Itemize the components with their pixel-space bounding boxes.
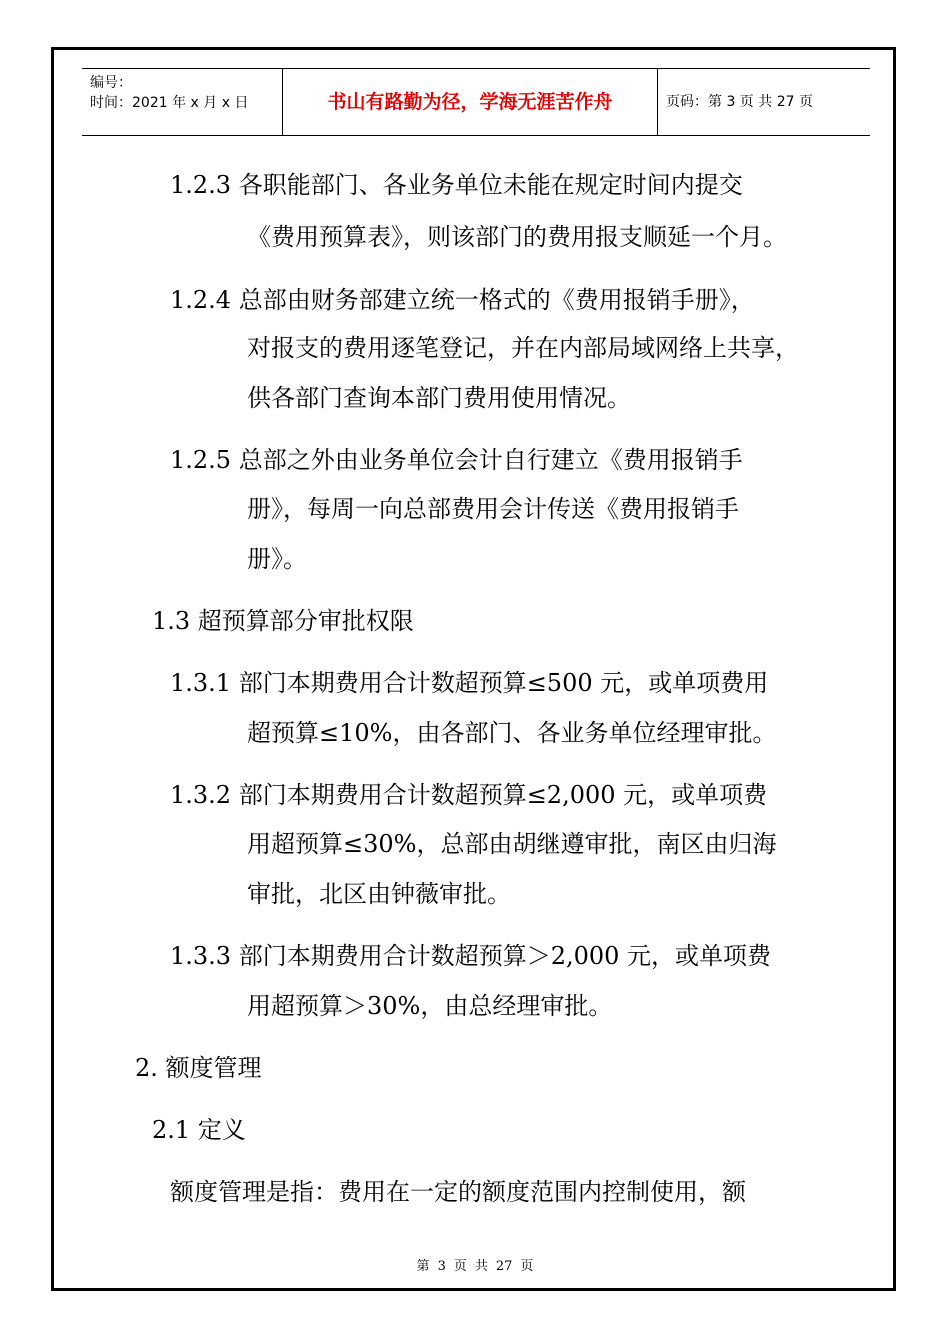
section-heading: 1.3 超预算部分审批权限 bbox=[152, 607, 414, 635]
page-header bbox=[82, 68, 870, 136]
footer-total-pages: 27 bbox=[495, 1259, 513, 1274]
document-date: 时间：2021 年 x 月 x 日 bbox=[90, 95, 249, 111]
body-line: 额度管理是指：费用在一定的额度范围内控制使用，额 bbox=[170, 1178, 746, 1206]
body-line: 用超预算＞30%，由总经理审批。 bbox=[247, 992, 613, 1020]
header-meta bbox=[82, 69, 282, 135]
body-line: 册》。 bbox=[247, 545, 307, 573]
body-line: 1.3.2 部门本期费用合计数超预算≤2,000 元，或单项费 bbox=[170, 781, 768, 809]
body-line: 1.3.3 部门本期费用合计数超预算＞2,000 元，或单项费 bbox=[170, 942, 772, 970]
body-line: 1.2.4 总部由财务部建立统一格式的《费用报销手册》， bbox=[170, 286, 755, 314]
body-line: 用超预算≤30%，总部由胡继遵审批，南区由归海 bbox=[247, 830, 777, 858]
section-heading: 2. 额度管理 bbox=[135, 1054, 262, 1082]
footer-ye: 页 bbox=[453, 1259, 467, 1274]
body-line: 1.2.3 各职能部门、各业务单位未能在规定时间内提交 bbox=[170, 171, 743, 199]
body-line: 供各部门查询本部门费用使用情况。 bbox=[247, 384, 631, 412]
section-heading: 2.1 定义 bbox=[152, 1116, 246, 1144]
footer-page-number: 3 bbox=[437, 1259, 446, 1274]
body-line: 《费用预算表》，则该部门的费用报支顺延一个月。 bbox=[247, 223, 787, 251]
header-motto: 书山有路勤为径，学海无涯苦作舟 bbox=[282, 69, 658, 135]
body-line: 1.3.1 部门本期费用合计数超预算≤500 元，或单项费用 bbox=[170, 669, 769, 697]
header-page-info: 页码：第 3 页 共 27 页 bbox=[666, 94, 813, 110]
body-line: 超预算≤10%，由各部门、各业务单位经理审批。 bbox=[247, 719, 777, 747]
body-line: 对报支的费用逐笔登记，并在内部局域网络上共享， bbox=[247, 334, 799, 362]
footer-gong: 共 bbox=[474, 1259, 488, 1274]
document-number-label: 编号： bbox=[90, 75, 132, 91]
body-line: 审批，北区由钟薇审批。 bbox=[247, 880, 511, 908]
body-line: 册》，每周一向总部费用会计传送《费用报销手 bbox=[247, 495, 739, 523]
page-footer bbox=[0, 1258, 950, 1276]
body-line: 1.2.5 总部之外由业务单位会计自行建立《费用报销手 bbox=[170, 446, 743, 474]
footer-ye: 页 bbox=[520, 1259, 534, 1274]
footer-di: 第 bbox=[416, 1259, 430, 1274]
